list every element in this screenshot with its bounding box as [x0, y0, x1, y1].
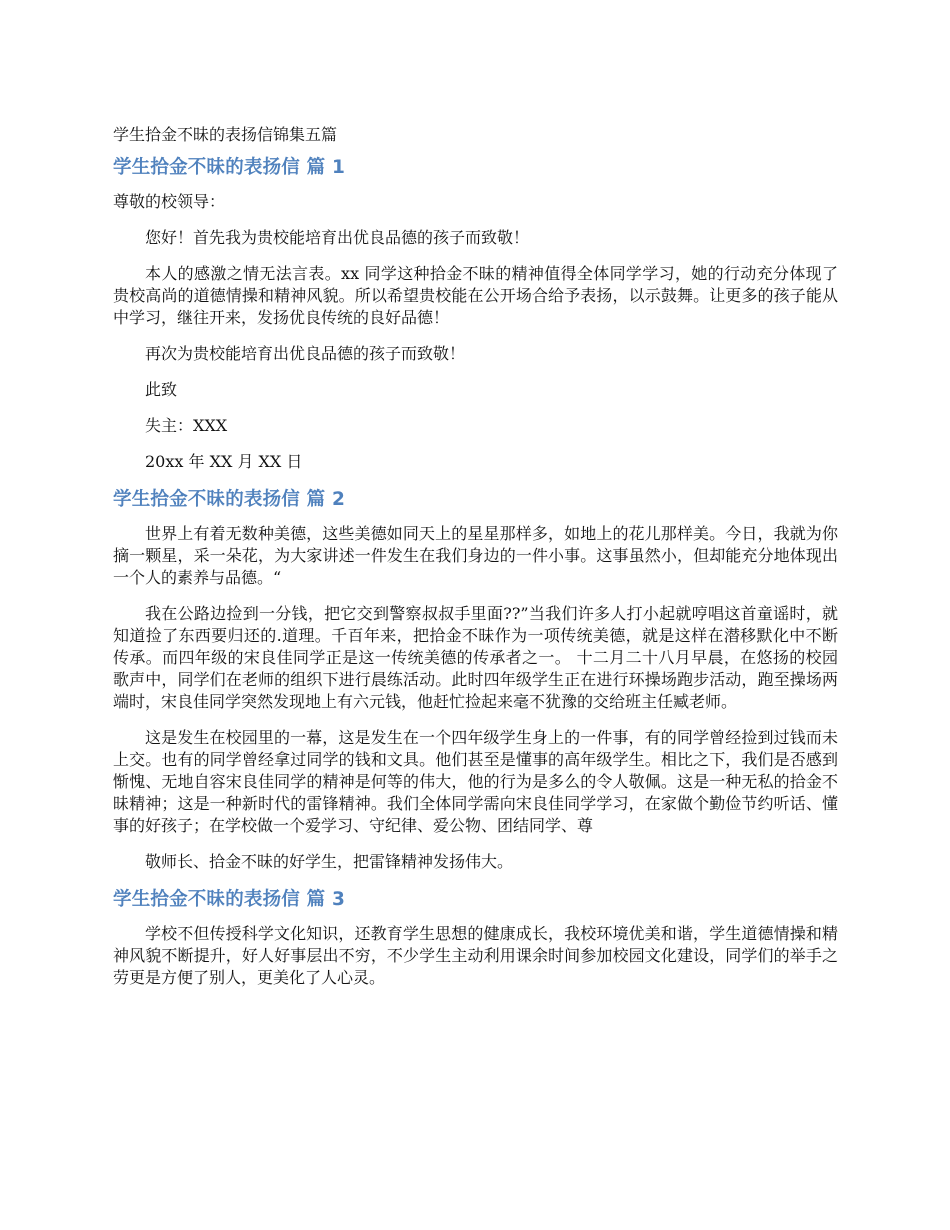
paragraph: 敬师长、拾金不昧的好学生，把雷锋精神发扬伟大。: [145, 852, 514, 871]
paragraph: 您好！首先我为贵校能培育出优良品德的孩子而致敬！: [145, 228, 530, 247]
section-2: [113, 487, 838, 873]
section-1: [113, 155, 838, 473]
paragraph: 我在公路边捡到一分钱，把它交到警察叔叔手里面??”当我们许多人打小起就哼唱这首童谣时，就知道捡了东西要归还的.道理。千百年来，把拾金不昧作为一项传统美德，就是这样在潜移默化中不断传承。而四年级的宋良佳同学正是这一传统美德的传承者之一。 十二月二十八月早晨，在悠扬的校园歌声中，同学们在老师的组织下进行晨练活动。此时四年级学生正在进行环操场跑步活动，跑至操场两端时，宋良佳同学突然发现地上有六元钱，他赶忙捡起来毫不犹豫的交给班主任臧老师。: [113, 604, 838, 711]
section-heading: 学生拾金不昧的表扬信 篇 3: [113, 889, 346, 910]
paragraph: 这是发生在校园里的一幕，这是发生在一个四年级学生身上的一件事，有的同学曾经捡到过钱而未上交。也有的同学曾经拿过同学的钱和文具。他们甚至是懂事的高年级学生。相比之下，我们是否感到惭愧、无地自容宋良佳同学的精神是何等的伟大，他的行为是多么的令人敬佩。这是一种无私的拾金不昧精神；这是一种新时代的雷锋精神。我们全体同学需向宋良佳同学学习，在家做个勤俭节约听话、懂事的好孩子；在学校做一个爱学习、守纪律、爱公物、团结同学、尊: [113, 728, 838, 835]
signature-line: 失主：XXX: [145, 416, 228, 435]
section-heading: 学生拾金不昧的表扬信 篇 2: [113, 489, 346, 510]
section-heading: 学生拾金不昧的表扬信 篇 1: [113, 157, 346, 178]
paragraph: 学校不但传授科学文化知识，还教育学生思想的健康成长，我校环境优美和谐，学生道德情操和精神风貌不断提升，好人好事层出不穷，不少学生主动利用课余时间参加校园文化建设，同学们的举手之劳更是方便了别人，更美化了人心灵。: [113, 924, 838, 987]
salutation: 尊敬的校领导：: [113, 192, 226, 211]
paragraph: 本人的感激之情无法言表。xx 同学这种拾金不昧的精神值得全体同学学习，她的行动充分体现了贵校高尚的道德情操和精神风貌。所以希望贵校能在公开场合给予表扬，以示鼓舞。让更多的孩子能从中学习，继往开来，发扬优良传统的良好品德！: [113, 264, 838, 327]
paragraph: 再次为贵校能培育出优良品德的孩子而致敬！: [145, 344, 466, 363]
paragraph: 世界上有着无数种美德，这些美德如同天上的星星那样多，如地上的花儿那样美。今日，我就为你摘一颗星，采一朵花，为大家讲述一件发生在我们身边的一件小事。这事虽然小，但却能充分地体现出一个人的素养与品德。“: [113, 524, 838, 587]
closing-phrase: 此致: [145, 380, 178, 399]
document-title: 学生拾金不昧的表扬信锦集五篇: [113, 125, 338, 144]
date-line: 20xx 年 XX 月 XX 日: [145, 452, 303, 471]
section-3: [113, 887, 838, 989]
